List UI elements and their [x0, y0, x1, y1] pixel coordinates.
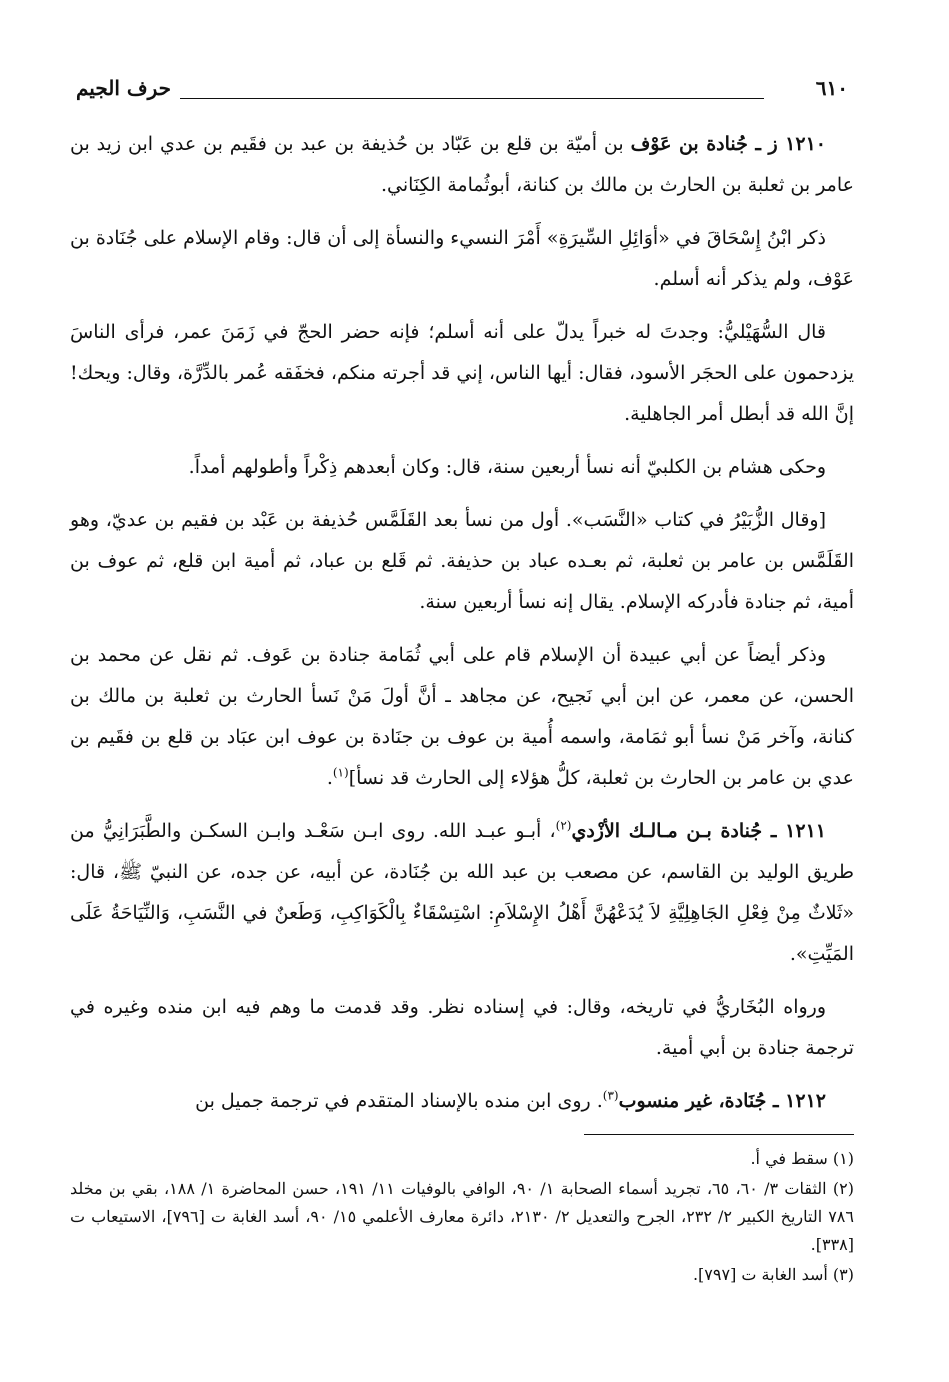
header-rule [180, 98, 764, 99]
paragraph-text: ذكر ابْنُ إِسْحَاقَ في «أوَائِلِ السِّيرَةِ» أَمْرَ النسيء والنسأة إلى أن قال: وقام الإسلام على جُنَادة بن عَوْف، ولم يذكر أنه أسلم. [70, 227, 854, 290]
paragraph-text: وذكر أيضاً عن أبي عبيدة أن الإسلام قام على أبي ثُمَامة جنادة بن عَوف. ثم نقل عن محمد بن الحسن، عن معمر، عن ابن أبي نَجيح، عن مجاهد ـ أنَّ أولَ مَنْ نَسأ الحارث بن ثعلبة بن مالك بن كنانة، وآخر مَنْ نسأ أبو ثمَامة، واسمه أُمية بن عوف بن جنَادة بن عوف ابن عبَاد بن قلع بن فقَيم بن عدي بن عامر بن الحارث بن ثعلبة، كلُّ هؤلاء إلى الحارث قد نسأ] [70, 644, 854, 789]
running-header [70, 68, 854, 108]
footnote-separator [584, 1134, 854, 1135]
paragraph [70, 811, 854, 975]
footnote: (٣) أسد الغابة ت [٧٩٧]. [692, 1265, 854, 1284]
section-title: حرف الجيم [76, 76, 171, 100]
paragraph-text: وحكى هشام بن الكلبيّ أنه نسأ أربعين سنة، قال: وكان أبعدهم ذِكْراً وأطولهم أمداً. [188, 456, 826, 478]
paragraph-tail: . [326, 767, 333, 789]
entry-heading: ١٢١٠ ز ـ جُنادة بن عَوْف [630, 133, 826, 155]
entry-heading: ١٢١٢ ـ جُنَادة، غير منسوب [618, 1090, 826, 1112]
paragraph-text: . روى ابن منده بالإسناد المتقدم في ترجمة جميل بن [195, 1090, 603, 1112]
paragraph-text: [وقال الزُّبَيْرُ في كتاب «النَّسَب». أول من نسأ بعد القَلَمَّس حُذيفة بن عَبْد بن فقيم بن عديّ، وهو القَلَمَّس بن عامر بن ثعلبة، ثم بعـده عباد بن حذيفة. ثم قَلع بن عباد، ثم أمية ابن قلع، ثم عوف بن أمية، ثم جنادة فأدركه الإسلام. يقال إنه نسأ أربعين سنة. [70, 509, 854, 613]
paragraph [70, 312, 854, 435]
footnote: (١) سقط في أ. [750, 1149, 854, 1168]
paragraph-text: ، أبـو عبـد الله. روى ابـن سَعْـد وابـن السكـن والطَّبَرَانِيُّ من طريق الوليد بن القاسم، عن مصعب بن عبد الله بن جُنَادة، عن أبيه، عن جده، عن النبيّ ﷺ، قال: «ثَلاثٌ مِنْ فِعْلِ الجَاهِلِيَّةِ لاَ يُدَعْهُنَّ أَهْلُ الإِسْلاَمِ: اسْتِسْقَاءٌ بِالْكَوَاكِبِ، وَطَعنٌ في النَّسَبِ، وَالنِّيَاحَةُ عَلَى المَيِّتِ». [70, 820, 854, 965]
paragraph [70, 635, 854, 799]
paragraph [70, 124, 854, 206]
paragraph [70, 987, 854, 1069]
footnote-marker: (٣) [602, 1088, 619, 1103]
main-text [70, 124, 854, 1122]
paragraph [70, 447, 854, 488]
footnote-marker: (١) [332, 765, 349, 780]
paragraph [70, 1081, 854, 1122]
paragraph [70, 500, 854, 623]
paragraph-text: قال السُّهَيْليُّ: وجدتَ له خبراً يدلّ على أنه أسلم؛ فإنه حضر الحجّ في زَمَنَ عمر، فرأى الناسَ يزدحمون على الحجَر الأسود، فقال: أيها الناس، إني قد أجرته منكم، فخفَقه عُمر بالدِّرَّة، وقال: ويحك! إنَّ الله قد أبطل أمر الجاهلية. [70, 321, 854, 425]
book-page [70, 68, 854, 1291]
paragraph [70, 218, 854, 300]
footnote: (٢) الثقات ٣/ ٦٠، ٦٥، تجريد أسماء الصحابة ١/ ٩٠، الوافي بالوفيات ١١/ ١٩١، حسن المحاضرة ١/ ١٨٨، بقي بن مخلد ٧٨٦ التاريخ الكبير ٢/ ٢٣٢، الجرح والتعديل ٢/ ٢١٣٠، دائرة معارف الأعلمي ١٥/ ٩٠، أسد الغابة ت [٧٩٦]، الاستيعاب ت [٣٣٨]. [70, 1179, 854, 1254]
page-number: ٦١٠ [815, 76, 848, 100]
paragraph-text: بن أميّة بن قلع بن عَبّاد بن حُذيفة بن عبد بن فقَيم بن عدي ابن زيد بن عامر بن ثعلبة بن الحارث بن مالك بن كنانة، أبوثُمامة الكِنَاني. [70, 133, 854, 196]
paragraph-text: ورواه البُخَاريُّ في تاريخه، وقال: في إسناده نظر. وقد قدمت ما وهم فيه ابن منده وغيره في ترجمة جنادة بن أبي أمية. [70, 996, 854, 1059]
entry-heading: ١٢١١ ـ جُنادة بـن مـالـك الأزْدي [571, 820, 826, 842]
footnote-marker: (٢) [555, 818, 572, 833]
footnotes [70, 1145, 854, 1289]
